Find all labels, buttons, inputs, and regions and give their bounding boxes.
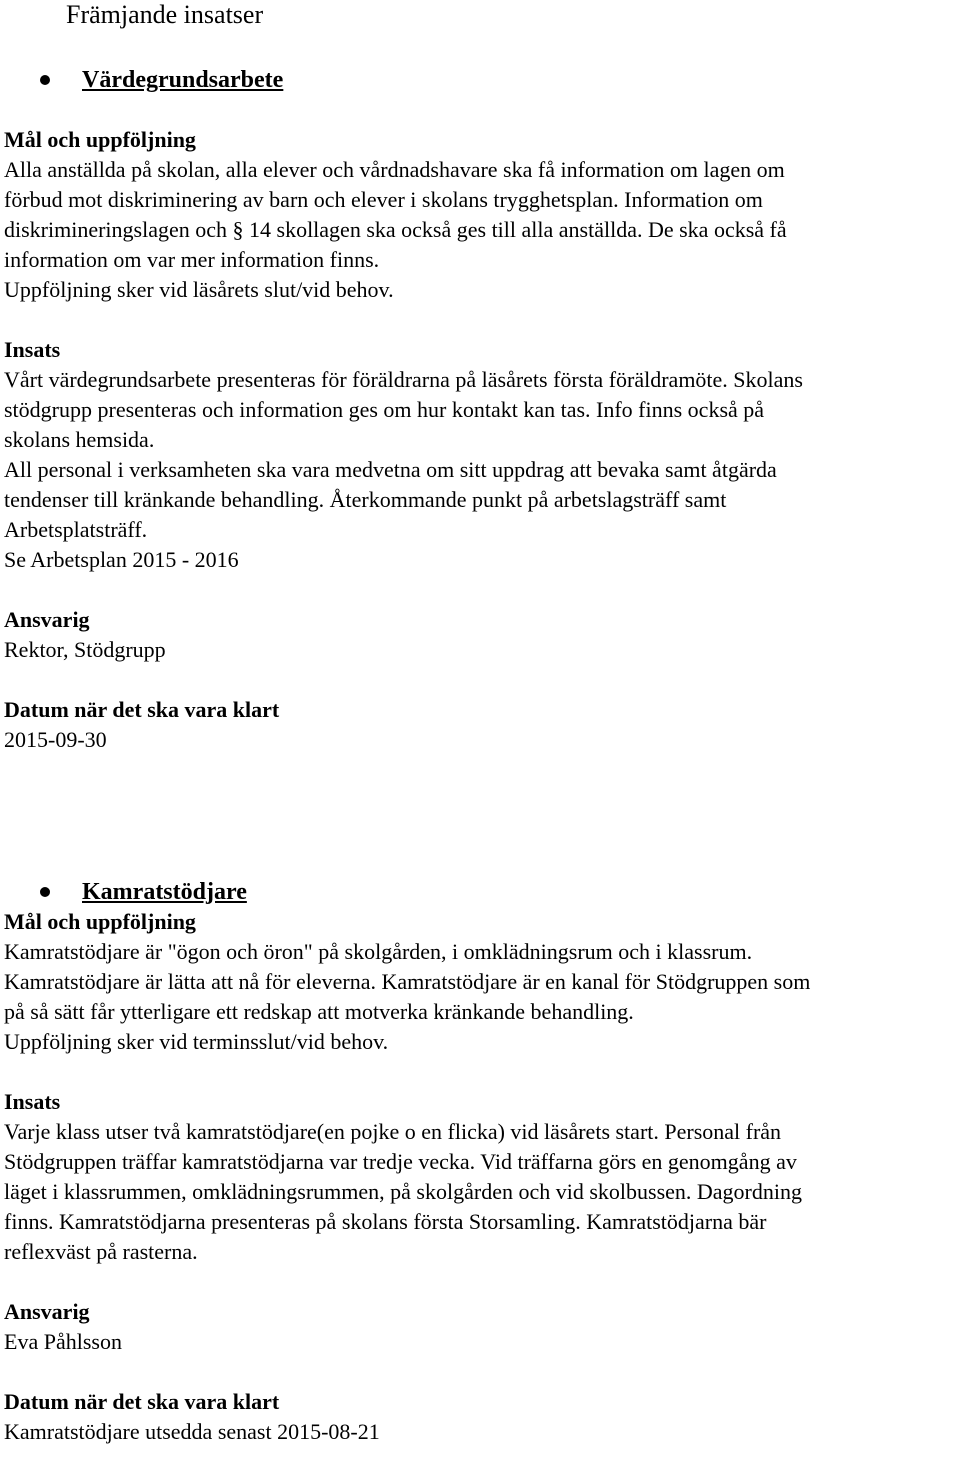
- section-kamratstodjare: [4, 877, 960, 1447]
- action-heading: Insats: [4, 1089, 61, 1114]
- page-title: Främjande insatser: [66, 0, 264, 29]
- goal-heading: Mål och uppföljning: [4, 909, 196, 934]
- action-line: Stödgruppen träffar kamratstödjarna var tredje vecka. Vid träffarna görs en genomgång av: [4, 1149, 797, 1174]
- goal-line: Kamratstödjare är "ögon och öron" på skolgården, i omklädningsrum och i klassrum.: [4, 939, 753, 964]
- spacer: [4, 305, 960, 335]
- action-line: reflexväst på rasterna.: [4, 1239, 198, 1264]
- goal-line: Alla anställda på skolan, alla elever och vårdnadshavare ska få information om lagen om: [4, 157, 785, 182]
- goal-line: förbud mot diskriminering av barn och elever i skolans trygghetsplan. Information om: [4, 187, 763, 212]
- goal-line: information om var mer information finns.: [4, 247, 380, 272]
- goal-line: Uppföljning sker vid läsårets slut/vid behov.: [4, 277, 394, 302]
- action-line: läget i klassrummen, omklädningsrummen, på skolgården och vid skolbussen. Dagordning: [4, 1179, 802, 1204]
- action-line: tendenser till kränkande behandling. Återkommande punkt på arbetslagsträff samt: [4, 487, 727, 512]
- section-title: Kamratstödjare: [82, 879, 247, 905]
- responsible-heading: Ansvarig: [4, 607, 90, 632]
- section-header: [4, 65, 960, 95]
- bullet-icon: [40, 75, 50, 85]
- action-heading: Insats: [4, 337, 61, 362]
- action-line: Varje klass utser två kamratstödjare(en pojke o en flicka) vid läsårets start. Personal från: [4, 1119, 782, 1144]
- goal-line: Uppföljning sker vid terminsslut/vid behov.: [4, 1029, 389, 1054]
- bullet-icon: [40, 887, 50, 897]
- section-header: [4, 877, 960, 907]
- responsible-value: Rektor, Stödgrupp: [4, 637, 166, 662]
- action-line: stödgrupp presenteras och information ges om hur kontakt kan tas. Info finns också på: [4, 397, 765, 422]
- section-title: Värdegrundsarbete: [82, 67, 284, 93]
- action-line: Arbetsplatsträff.: [4, 517, 148, 542]
- date-heading: Datum när det ska vara klart: [4, 1389, 280, 1414]
- goal-heading: Mål och uppföljning: [4, 127, 196, 152]
- goal-line: på så sätt får ytterligare ett redskap att motverka kränkande behandling.: [4, 999, 634, 1024]
- spacer: [4, 95, 960, 125]
- responsible-value: Eva Påhlsson: [4, 1329, 122, 1354]
- date-value: 2015-09-30: [4, 727, 107, 752]
- responsible-heading: Ansvarig: [4, 1299, 90, 1324]
- spacer: [4, 1267, 960, 1297]
- date-heading: Datum när det ska vara klart: [4, 697, 280, 722]
- spacer: [4, 1357, 960, 1387]
- spacer: [4, 665, 960, 695]
- goal-line: Kamratstödjare är lätta att nå för eleverna. Kamratstödjare är en kanal för Stödgruppen som: [4, 969, 811, 994]
- action-line: finns. Kamratstödjarna presenteras på skolans första Storsamling. Kamratstödjarna bär: [4, 1209, 767, 1234]
- date-value: Kamratstödjare utsedda senast 2015-08-21: [4, 1419, 380, 1444]
- spacer: [4, 575, 960, 605]
- action-line: skolans hemsida.: [4, 427, 155, 452]
- spacer: [4, 1057, 960, 1087]
- action-line: All personal i verksamheten ska vara medvetna om sitt uppdrag att bevaka samt åtgärda: [4, 457, 777, 482]
- action-line: Vårt värdegrundsarbete presenteras för föräldrarna på läsårets första föräldramöte. Skolans: [4, 367, 803, 392]
- goal-line: diskrimineringslagen och § 14 skollagen ska också ges till alla anställda. De ska också få: [4, 217, 787, 242]
- action-line: Se Arbetsplan 2015 - 2016: [4, 547, 239, 572]
- section-vardegrundsarbete: [4, 65, 960, 755]
